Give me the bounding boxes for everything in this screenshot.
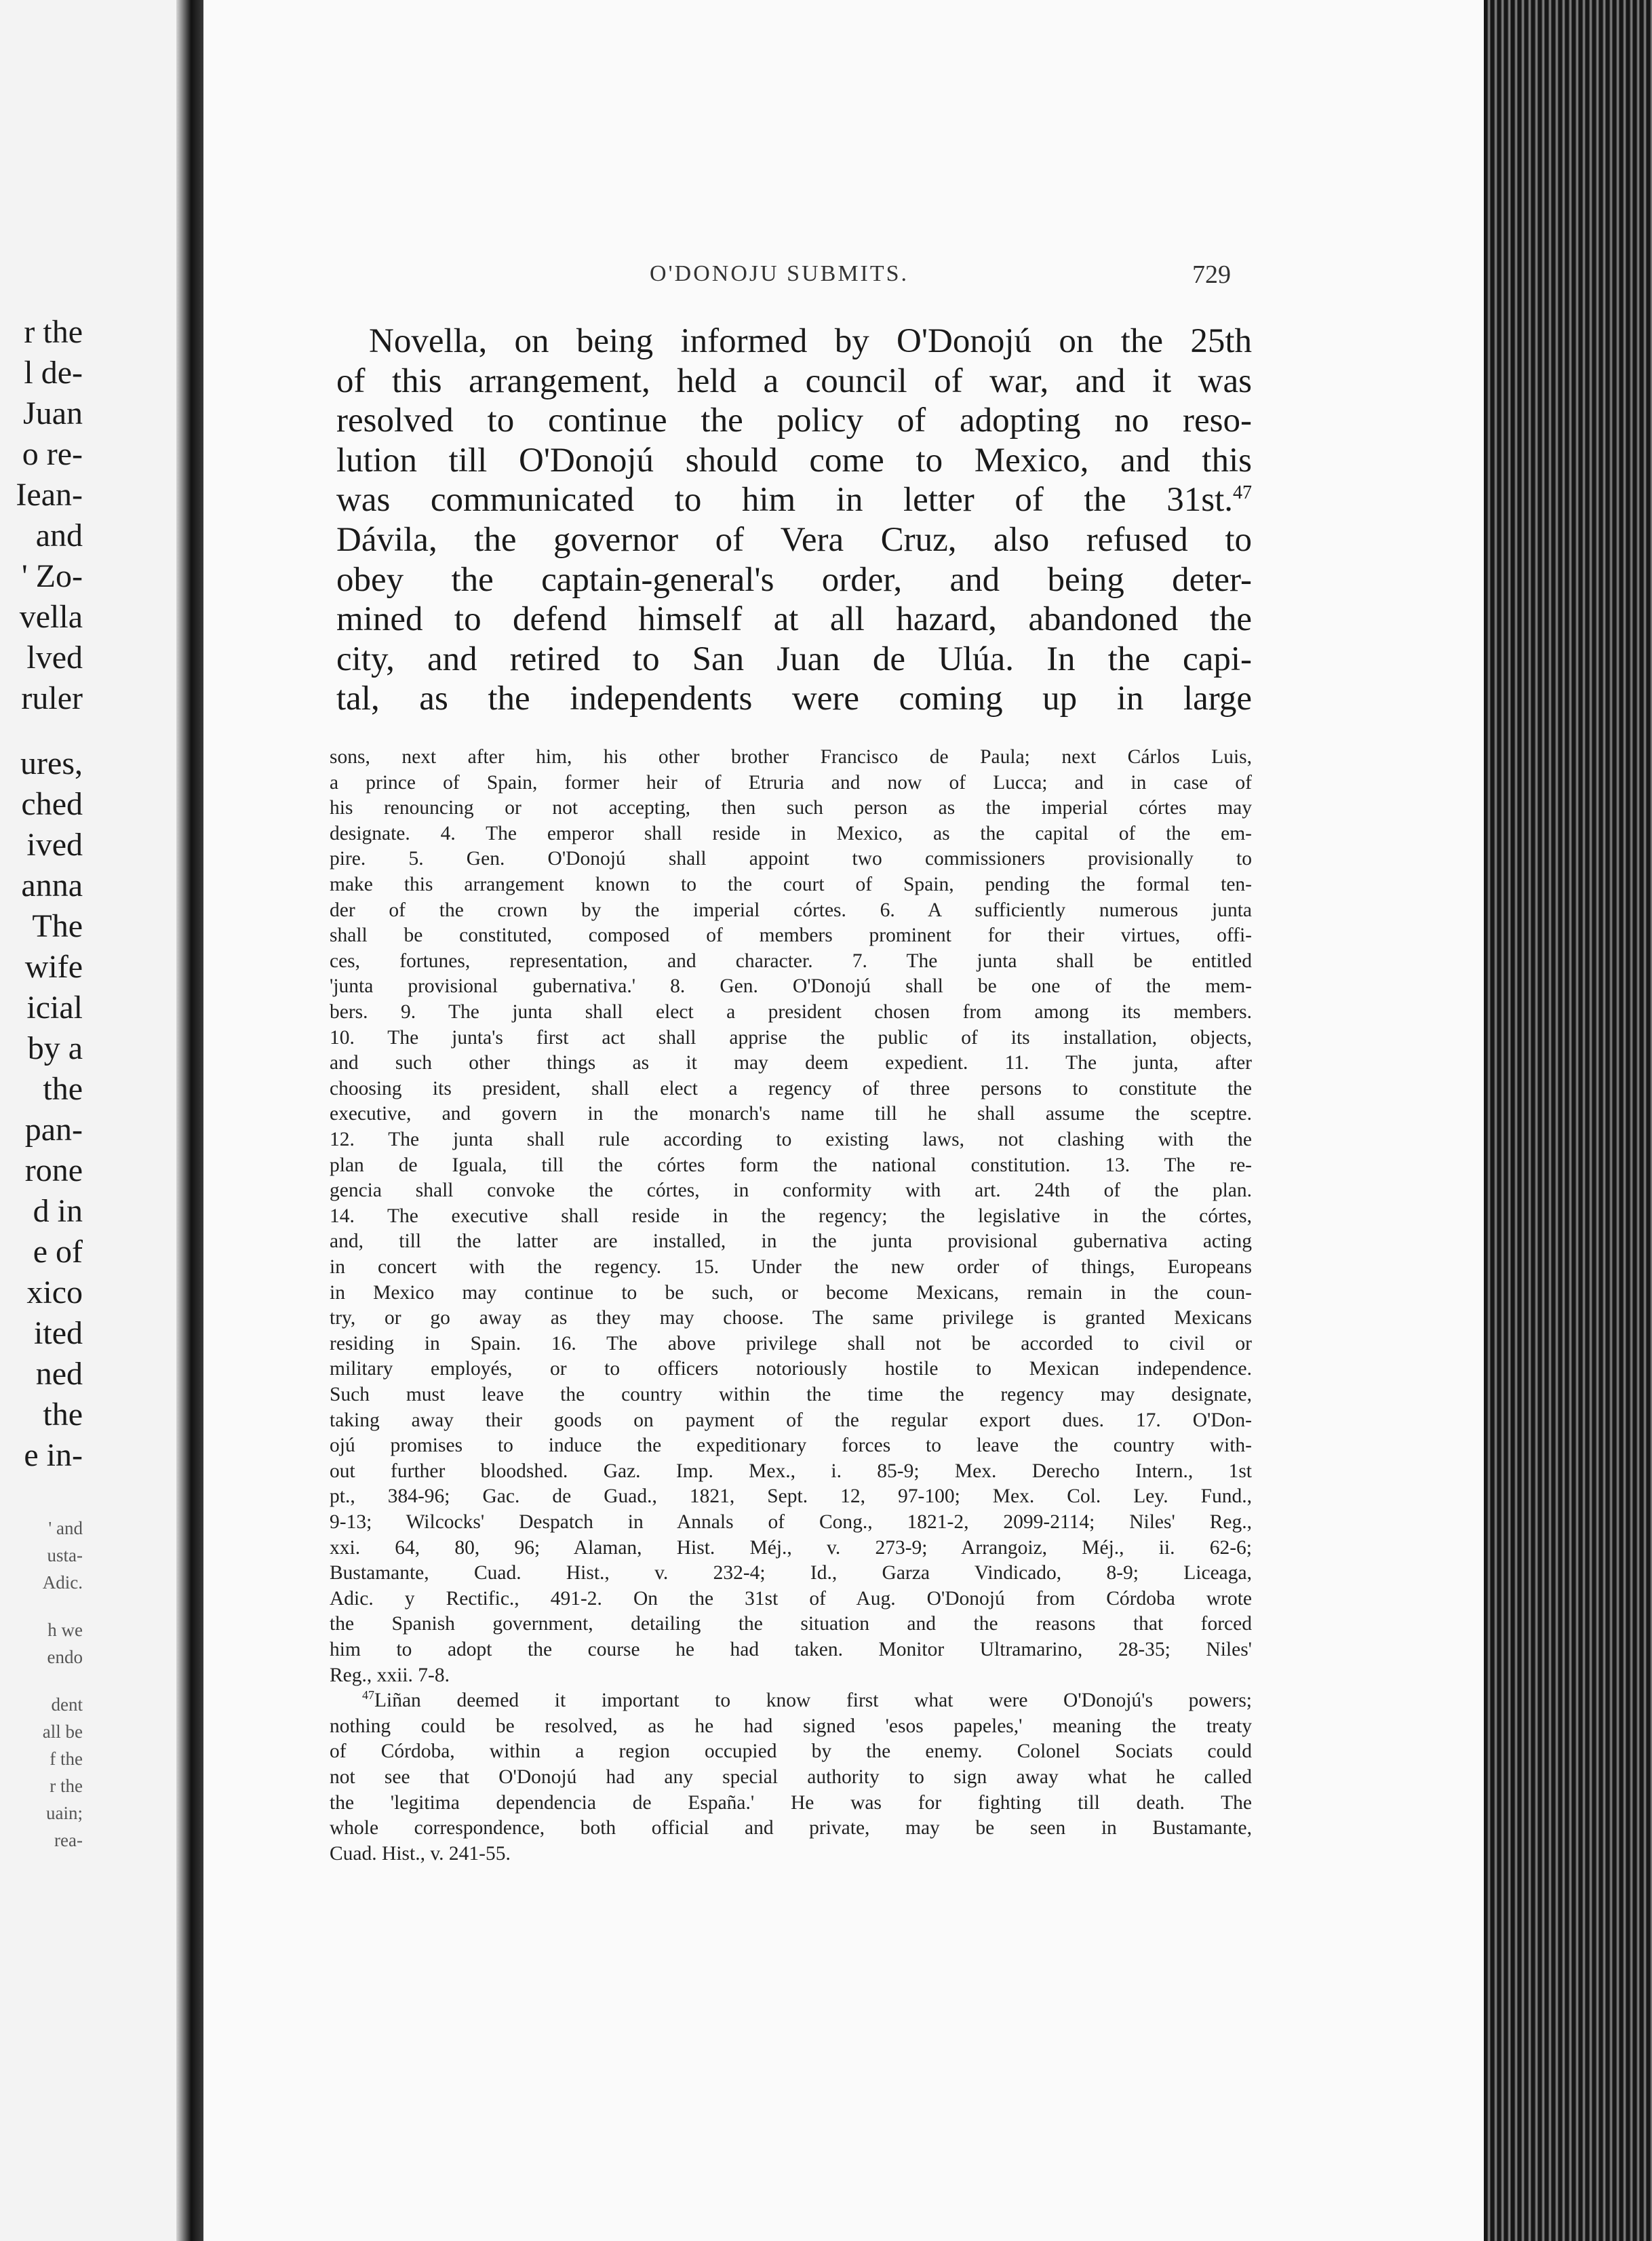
left-page-line: by a: [27, 1030, 83, 1066]
body-line: [336, 600, 1252, 639]
body-line: [336, 679, 1252, 718]
footnote-47-line: [330, 1688, 1252, 1713]
book-page-edges: [1484, 0, 1652, 2241]
footnote-line: out further bloodshed. Gaz. Imp. Mex., i. 85-9; Mex. Derecho Intern., 1st: [330, 1460, 1252, 1482]
footnote-47-text: whole correspondence, both official and private, may be seen in Bustamante,: [330, 1817, 1252, 1839]
left-facing-page: [0, 0, 189, 2241]
footnote-line: the Spanish government, detailing the situation and the reasons that forced: [330, 1613, 1252, 1635]
footnote-line: executive, and govern in the monarch's name till he shall assume the sceptre.: [330, 1103, 1252, 1125]
footnote-line: taking away their goods on payment of the regular export dues. 17. O'Don-: [330, 1409, 1252, 1431]
body-line: [336, 401, 1252, 440]
left-page-line: Juan: [23, 395, 83, 431]
footnote-line: bers. 9. The junta shall elect a president chosen from among its members.: [330, 1001, 1252, 1023]
footnote-line: in concert with the regency. 15. Under the new order of things, Europeans: [330, 1256, 1252, 1278]
left-page-line: rone: [24, 1152, 83, 1188]
footnote-line: ces, fortunes, representation, and character. 7. The junta shall be entitled: [330, 950, 1252, 972]
footnote-line: Such must leave the country within the time the regency may designate,: [330, 1384, 1252, 1405]
left-page-line: f the: [50, 1749, 83, 1769]
footnote-line: him to adopt the course he had taken. Monitor Ultramarino, 28-35; Niles': [330, 1639, 1252, 1660]
left-page-line: wife: [24, 949, 83, 985]
page-number: 729: [1192, 260, 1231, 289]
left-page-line: usta-: [47, 1545, 83, 1565]
footnote-line: residing in Spain. 16. The above privilege shall not be accorded to civil or: [330, 1332, 1252, 1355]
left-page-line: rea-: [54, 1830, 83, 1850]
footnote-line: his renouncing or not accepting, then such person as the imperial córtes may: [330, 797, 1252, 819]
footnote-line: ojú promises to induce the expeditionary forces to leave the country with-: [330, 1435, 1252, 1457]
left-page-line: ited: [34, 1315, 83, 1351]
footnote-line: make this arrangement known to the court of Spain, pending the formal ten-: [330, 874, 1252, 895]
left-page-line: Adic.: [42, 1572, 83, 1593]
left-page-line: vella: [19, 599, 83, 635]
left-page-line: o re-: [22, 436, 83, 472]
body-line: [336, 362, 1252, 401]
left-page-line: pan-: [24, 1112, 83, 1148]
book-gutter: [176, 0, 203, 2241]
footnote-47-line: [330, 1714, 1252, 1739]
body-line: [336, 520, 1252, 560]
footnote-line: 9-13; Wilcocks' Despatch in Annals of Cong., 1821-2, 2099-2114; Niles' Reg.,: [330, 1511, 1252, 1533]
body-line-text: was communicated to him in letter of the 31st.: [336, 481, 1233, 520]
footnote-47-line: [330, 1765, 1252, 1790]
running-head: O'DONOJU SUBMITS.: [650, 261, 909, 286]
footnote-line: military employés, or to officers notoriously hostile to Mexican independence.: [330, 1358, 1252, 1380]
left-page-line: ned: [35, 1356, 83, 1392]
footnote-line: and such other things as it may deem expedient. 11. The junta, after: [330, 1052, 1252, 1074]
footnote-47-text: nothing could be resolved, as he had signed 'esos papeles,' meaning the treaty: [330, 1715, 1252, 1737]
body-line-text: mined to defend himself at all hazard, abandoned the: [336, 600, 1252, 639]
footnote-47-text: Liñan deemed it important to know first what were O'Donojú's powers;: [374, 1690, 1252, 1712]
body-line-text: Dávila, the governor of Vera Cruz, also refused to: [336, 521, 1252, 559]
left-page-line: the: [43, 1071, 83, 1107]
footnote-47-text: the 'legitima dependencia de España.' He was for fighting till death. The: [330, 1791, 1252, 1814]
footnote-line: 'junta provisional gubernativa.' 8. Gen. O'Donojú shall be one of the mem-: [330, 975, 1252, 998]
footnote-47-line: [330, 1791, 1252, 1816]
left-page-line: Iean-: [16, 477, 83, 513]
body-line: [336, 441, 1252, 480]
footnote-line: try, or go away as they may choose. The same privilege is granted Mexicans: [330, 1307, 1252, 1329]
left-page-line: dent: [51, 1694, 83, 1715]
footnote-47-text: not see that O'Donojú had any special authority to sign away what he called: [330, 1766, 1252, 1788]
left-page-line: and: [35, 518, 83, 553]
footnote-line: designate. 4. The emperor shall reside in Mexico, as the capital of the em-: [330, 822, 1252, 844]
footnote-reference: 47: [1233, 482, 1252, 504]
footnote-47-line: [330, 1739, 1252, 1764]
footnote-line: in Mexico may continue to be such, or become Mexicans, remain in the coun-: [330, 1281, 1252, 1304]
footnote-47-line: [330, 1841, 1252, 1867]
body-line-text: obey the captain-general's order, and being deter-: [336, 560, 1252, 599]
body-line-text: city, and retired to San Juan de Ulúa. In the capi-: [336, 640, 1252, 678]
body-line: [336, 480, 1252, 520]
body-line-text: tal, as the independents were coming up in large: [336, 680, 1252, 718]
footnote-line: xxi. 64, 80, 96; Alaman, Hist. Méj., v. 273-9; Arrangoiz, Méj., ii. 62-6;: [330, 1536, 1252, 1559]
body-line-text: of this arrangement, held a council of war, and it was: [336, 362, 1252, 400]
left-page-line: ' and: [48, 1518, 83, 1538]
footnote-line: 14. The executive shall reside in the regency; the legislative in the córtes,: [330, 1205, 1252, 1227]
footnote-line: plan de Iguala, till the córtes form the national constitution. 13. The re-: [330, 1154, 1252, 1176]
footnote-line: Reg., xxii. 7-8.: [330, 1664, 450, 1686]
left-page-line: e in-: [24, 1437, 83, 1473]
footnote-line: choosing its president, shall elect a regency of three persons to constitute the: [330, 1077, 1252, 1099]
footnote-line: pt., 384-96; Gac. de Guad., 1821, Sept. 12, 97-100; Mex. Col. Ley. Fund.,: [330, 1485, 1252, 1508]
left-page-line: endo: [47, 1647, 83, 1667]
footnote-47-text: Cuad. Hist., v. 241-55.: [330, 1842, 511, 1865]
left-page-line: e of: [33, 1234, 83, 1270]
footnote-line: 12. The junta shall rule according to existing laws, not clashing with the: [330, 1129, 1252, 1150]
footnote-line: der of the crown by the imperial córtes. 6. A sufficiently numerous junta: [330, 899, 1252, 921]
body-line: [336, 640, 1252, 679]
left-page-line: d in: [33, 1193, 83, 1229]
left-page-line: ched: [21, 786, 83, 822]
body-line-text: resolved to continue the policy of adopting no reso-: [336, 402, 1252, 440]
body-line-text: Novella, on being informed by O'Donojú on the 25th: [369, 322, 1252, 360]
footnote-line: gencia shall convoke the córtes, in conformity with art. 24th of the plan.: [330, 1180, 1252, 1202]
left-page-line: icial: [26, 990, 83, 1026]
left-page-line: r the: [24, 314, 83, 350]
body-line-text: lution till O'Donojú should come to Mexico, and this: [336, 441, 1252, 480]
footnote-line: and, till the latter are installed, in the junta provisional gubernativa acting: [330, 1230, 1252, 1253]
footnote-line: Bustamante, Cuad. Hist., v. 232-4; Id., Garza Vindicado, 8-9; Liceaga,: [330, 1562, 1252, 1584]
left-page-line: l de-: [24, 355, 83, 391]
left-page-line: lved: [26, 640, 83, 676]
left-page-line: uain;: [46, 1803, 83, 1823]
footnote-line: sons, next after him, his other brother Francisco de Paula; next Cárlos Luis,: [330, 746, 1252, 768]
left-page-line: ures,: [20, 745, 83, 781]
footnote-line: shall be constituted, composed of members prominent for their virtues, offi-: [330, 924, 1252, 947]
body-line: [336, 560, 1252, 600]
footnote-47-text: of Córdoba, within a region occupied by the enemy. Colonel Sociats could: [330, 1740, 1252, 1763]
left-page-line: the: [43, 1397, 83, 1433]
footnote-47-line: [330, 1816, 1252, 1841]
footnote-line: Adic. y Rectific., 491-2. On the 31st of Aug. O'Donojú from Córdoba wrote: [330, 1587, 1252, 1610]
footnote-line: a prince of Spain, former heir of Etruria and now of Lucca; and in case of: [330, 771, 1252, 794]
left-page-line: h we: [47, 1620, 83, 1640]
left-page-line: The: [32, 908, 83, 944]
left-page-text-column: [0, 0, 83, 2241]
footnote-line: 10. The junta's first act shall apprise the public of its installation, objects,: [330, 1026, 1252, 1049]
footnote-line: pire. 5. Gen. O'Donojú shall appoint two commissioners provisionally to: [330, 848, 1252, 870]
left-page-line: anna: [21, 868, 83, 903]
left-page-line: r the: [50, 1776, 83, 1796]
left-page-line: ruler: [21, 680, 83, 716]
footnote-47-marker: 47: [362, 1688, 374, 1702]
left-page-line: xico: [26, 1274, 83, 1310]
body-line: [336, 321, 1252, 361]
left-page-line: ived: [26, 827, 83, 863]
left-page-line: all be: [42, 1721, 83, 1742]
left-page-line: ' Zo-: [22, 558, 83, 594]
